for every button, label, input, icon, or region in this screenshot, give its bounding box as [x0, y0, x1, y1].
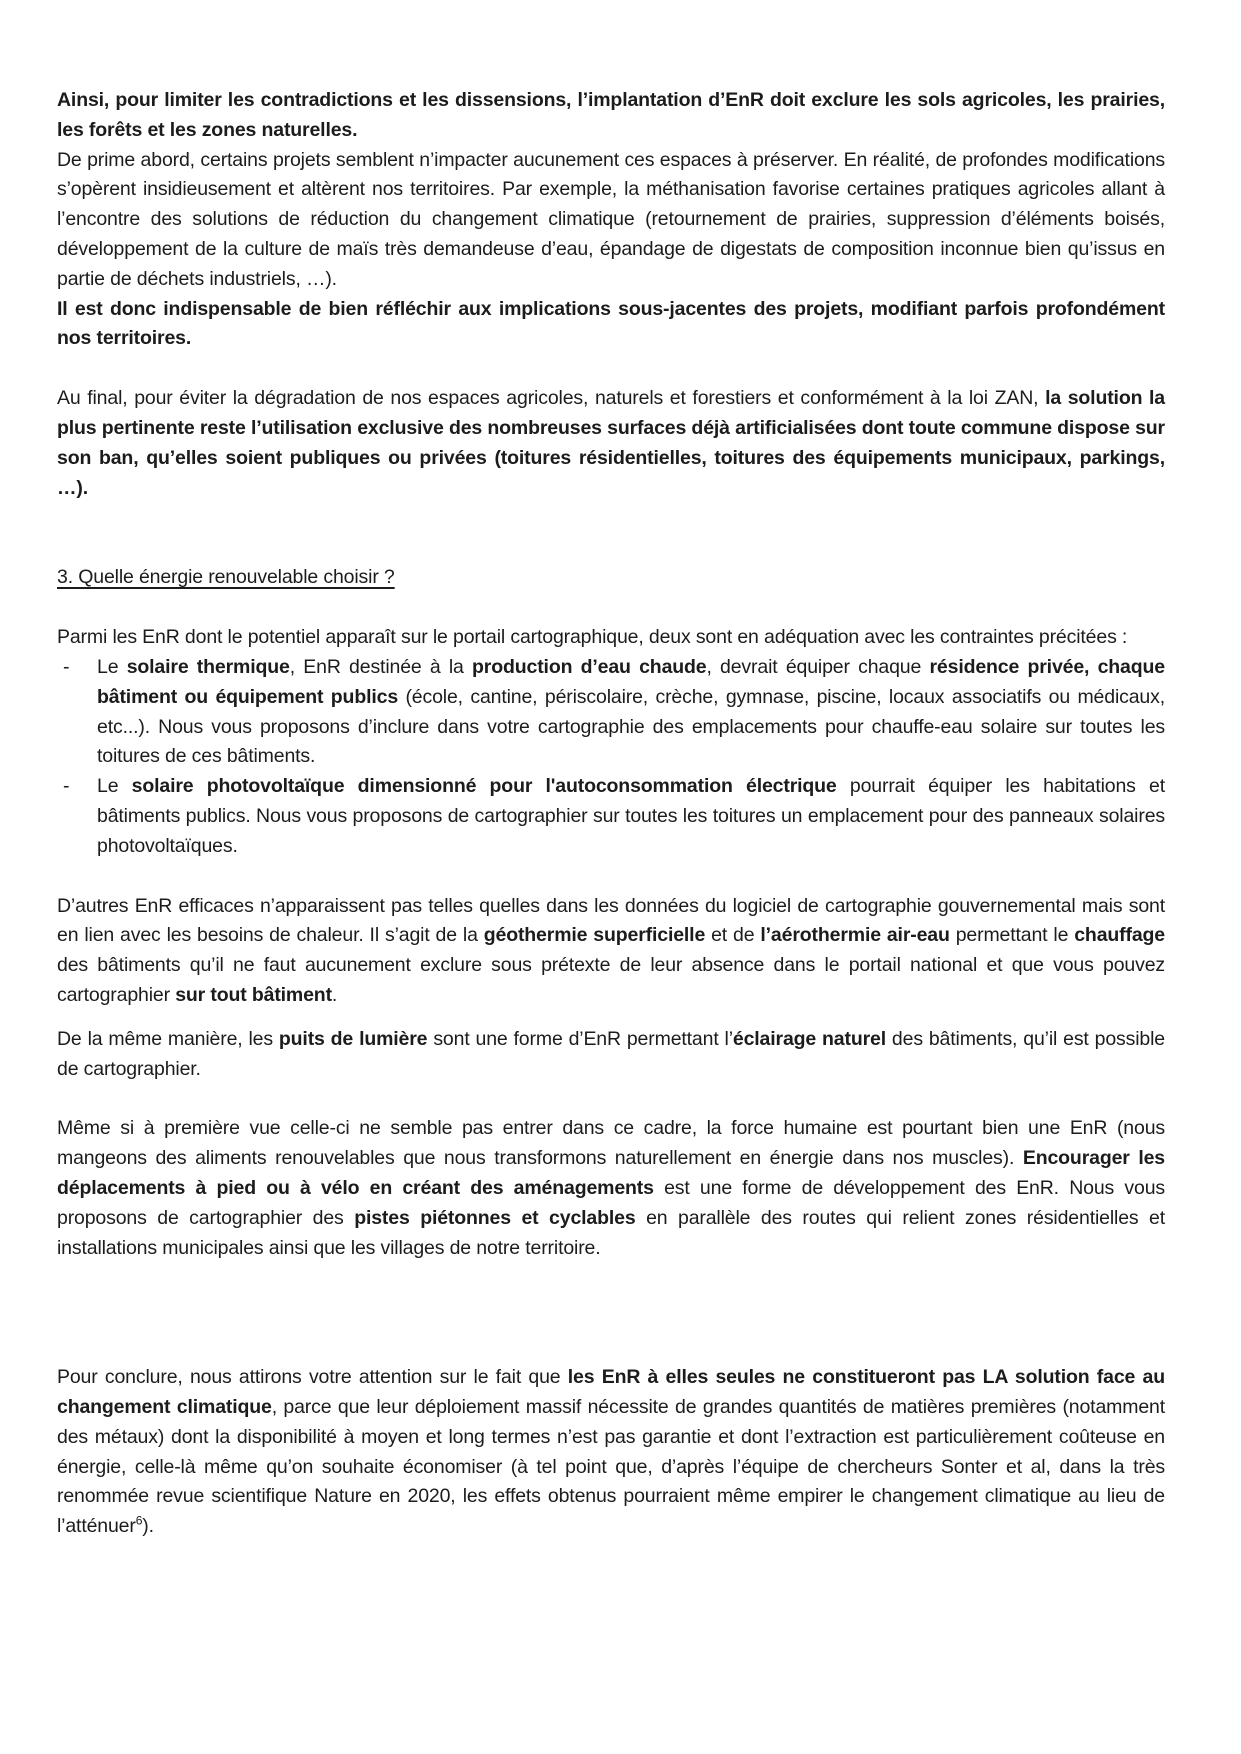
text-run: 3. Quelle énergie renouvelable choisir ? — [57, 566, 395, 589]
list-item-text — [97, 775, 1165, 857]
list-bullet: - — [63, 655, 70, 678]
text-run: éclairage naturel — [732, 1027, 886, 1050]
text-run: et de — [705, 924, 761, 947]
text-run: puits de lumière — [278, 1027, 428, 1050]
text-run: pistes piétonnes et cyclables — [354, 1206, 636, 1229]
list-bullet: - — [63, 775, 70, 798]
list-item — [57, 772, 1165, 861]
text-run: Il est donc indispensable de bien réfléchir aux implications sous-jacentes des projets, modifiant parfois profondément nos territoires. — [57, 297, 1165, 350]
text-run: Le — [97, 775, 132, 798]
text-run: De la même manière, les — [57, 1027, 279, 1050]
text-run: résidence privée, chaque bâtiment ou équipement publics — [97, 655, 1165, 708]
text-run: De prime abord, certains projets semblent n’impacter aucunement ces espaces à préserver. En réalité, de profondes modifications s’opèrent insidieusement et altèrent nos territoires. Par exemple, la méthanisation favorise certaines pratiques agricoles allant à l’encontre des solutions de réduction du changement climatique (retournement de prairies, suppression d’éléments boisés, développement de la culture de maïs très demandeuse d’eau, épandage de digestats de composition inconnue bien qu’issus en partie de déchets industriels, …). — [57, 148, 1165, 290]
text-run: solaire photovoltaïque dimensionné pour l'autoconsommation électrique — [131, 775, 837, 798]
section-heading — [57, 563, 1165, 593]
text-run: en parallèle des routes qui relient zones résidentielles et installations municipales ainsi que les villages de notre territoire. — [57, 1206, 1165, 1259]
text-run: solaire thermique — [126, 655, 290, 678]
text-run: sont une forme d’EnR permettant l’ — [427, 1027, 733, 1050]
text-run: chauffage — [1074, 924, 1165, 947]
text-run: Encourager les déplacements à pied ou à vélo en créant des aménagements — [57, 1147, 1165, 1199]
text-run: Même si à première vue celle-ci ne semble pas entrer dans ce cadre, la force humaine est pourtant bien une EnR (nous mangeons des aliments renouvelables que nous transformons naturellement en énergie dans nos muscles). — [57, 1117, 1165, 1170]
text-run: , EnR destinée à la — [289, 655, 473, 678]
paragraph — [57, 623, 1165, 653]
text-run: sur tout bâtiment — [175, 983, 332, 1006]
document-body — [57, 86, 1165, 1542]
text-run: pourrait équiper les habitations et bâtiments publics. Nous vous proposons de cartographier sur toutes les toitures un emplacement pour des panneaux solaires photovoltaïques. — [97, 775, 1165, 857]
paragraph — [57, 146, 1165, 295]
text-run: Le — [97, 655, 127, 678]
text-run: Ainsi, pour limiter les contradictions et les dissensions, l’implantation d’EnR doit exclure les sols agricoles, les prairies, les forêts et les zones naturelles. — [57, 89, 1165, 141]
paragraph — [57, 384, 1165, 503]
paragraph — [57, 1114, 1165, 1263]
text-run: (école, cantine, périscolaire, crèche, gymnase, piscine, locaux associatifs ou médicaux, etc...). Nous vous proposons d’inclure dans votre cartographie des emplacements pour chauffe-eau solaire sur toutes les toitures de ces bâtiments. — [97, 685, 1165, 768]
paragraph — [57, 295, 1165, 355]
text-run: les EnR à elles seules ne constitueront pas LA solution face au changement climatique — [57, 1366, 1165, 1419]
paragraph — [57, 892, 1165, 1011]
text-run: ). — [142, 1515, 154, 1538]
paragraph — [57, 1025, 1165, 1085]
text-run: l’aérothermie air-eau — [760, 924, 950, 947]
text-run: production d’eau chaude — [472, 655, 707, 678]
text-run: des bâtiments, qu’il est possible de cartographier. — [57, 1027, 1165, 1080]
text-run: Au final, pour éviter la dégradation de nos espaces agricoles, naturels et forestiers et conformément à la loi ZAN, — [57, 387, 1046, 410]
text-run: . — [331, 983, 338, 1006]
paragraph — [57, 1363, 1165, 1542]
paragraph — [57, 86, 1165, 146]
list-item — [57, 653, 1165, 772]
text-run: , devrait équiper chaque — [706, 655, 930, 678]
text-run: Pour conclure, nous attirons votre attention sur le fait que — [57, 1366, 568, 1389]
text-run: géothermie superficielle — [483, 924, 706, 947]
footnote-reference: 6 — [135, 1513, 143, 1528]
text-run: la solution la plus pertinente reste l’utilisation exclusive des nombreuses surfaces déjà artificialisées dont toute commune dispose sur son ban, qu’elles soient publiques ou privées (toitures résidentielles, toitures des équipements municipaux, parkings, …). — [57, 387, 1165, 499]
text-run: permettant le — [949, 924, 1075, 947]
text-run: D’autres EnR efficaces n’apparaissent pas telles quelles dans les données du logiciel de cartographie gouvernemental mais sont en lien avec les besoins de chaleur. Il s’agit de la — [57, 894, 1165, 947]
list-item-text — [97, 656, 1165, 767]
text-run: Parmi les EnR dont le potentiel apparaît sur le portail cartographique, deux sont en adéquation avec les contraintes précitées : — [57, 626, 1128, 649]
text-run: des bâtiments qu’il ne faut aucunement exclure sous prétexte de leur absence dans le portail national et que vous pouvez cartographier — [57, 954, 1165, 1006]
text-run: est une forme de développement des EnR. Nous vous proposons de cartographier des — [57, 1176, 1165, 1229]
text-run: , parce que leur déploiement massif nécessite de grandes quantités de matières premières (notamment des métaux) dont la disponibilité à moyen et long termes n’est pas garantie et dont l’extraction est particulièrement coûteuse en énergie, celle-là même qu’on souhaite économiser (à tel point que, d’après l’équipe de chercheurs Sonter et al, dans la très renommée revue scientifique Nature en 2020, les effets obtenus pourraient même empirer le changement climatique au lieu de l’atténuer — [57, 1396, 1165, 1538]
